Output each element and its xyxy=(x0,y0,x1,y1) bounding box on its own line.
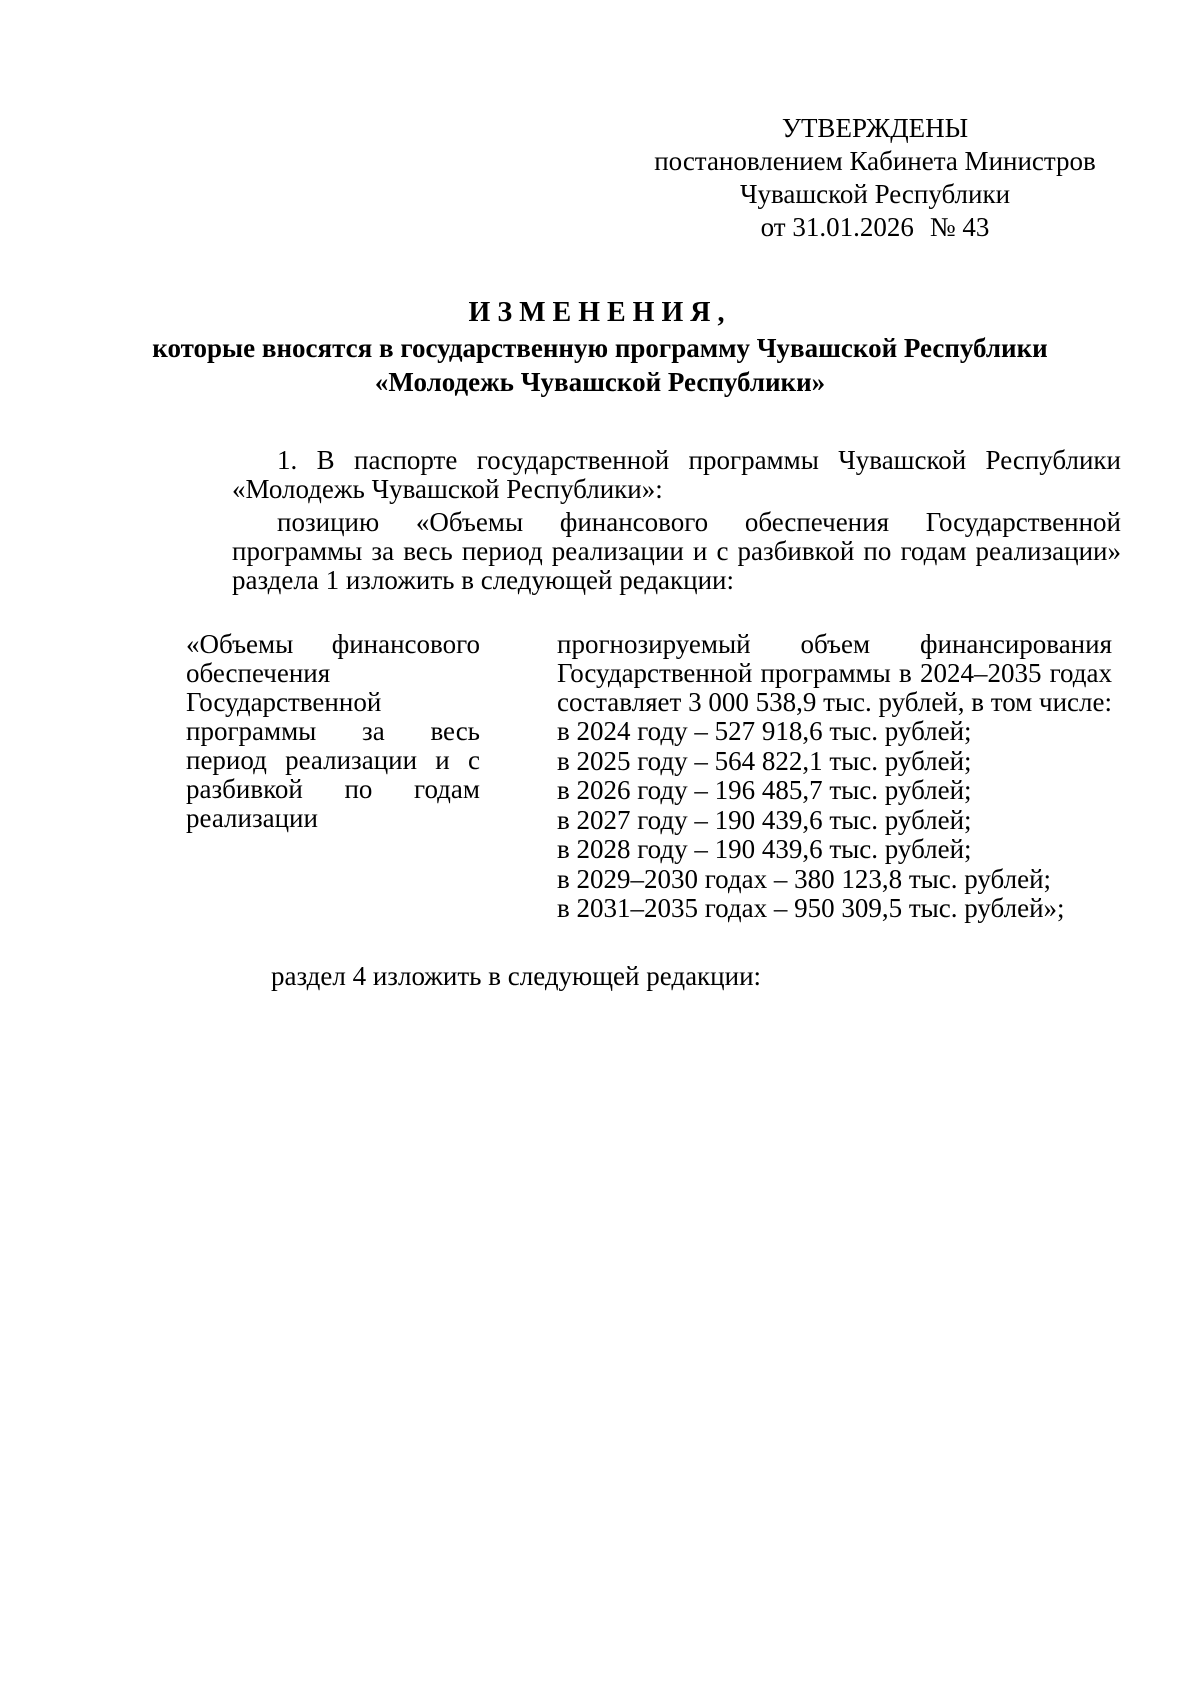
paragraph-2: позицию «Объемы финансового обеспечения Государственной программы за весь период реализации и с разбивкой по годам реализации» раздела 1 изложить в следующей редакции: xyxy=(232,507,1121,595)
approval-stamp xyxy=(640,112,1110,244)
funding-intro: прогнозируемый объем финансирования Государственной программы в 2024–2035 годах составляет 3 000 538,9 тыс. рублей, в том числе: xyxy=(557,629,1112,717)
funding-year-line: в 2031–2035 годах – 950 309,5 тыс. рублей»; xyxy=(557,893,1065,923)
funding-year-line: в 2028 году – 190 439,6 тыс. рублей; xyxy=(557,834,972,864)
funding-year-line: в 2024 году – 527 918,6 тыс. рублей; xyxy=(557,716,972,746)
approval-date: от 31.01.2026 xyxy=(760,212,914,242)
funding-year-line: в 2027 году – 190 439,6 тыс. рублей; xyxy=(557,804,972,835)
approval-number: № 43 xyxy=(929,212,990,242)
paragraph-1: 1. В паспорте государственной программы Чувашской Республики «Молодежь Чувашской Республики»: xyxy=(232,445,1121,504)
paragraph-3: раздел 4 изложить в следующей редакции: xyxy=(271,961,762,991)
title-subtitle-line2: «Молодежь Чувашской Республики» xyxy=(374,367,826,397)
funding-year-line: в 2029–2030 годах – 380 123,8 тыс. рублей; xyxy=(557,863,1052,894)
approval-date-line xyxy=(640,211,1110,244)
funding-year-line: в 2025 году – 564 822,1 тыс. рублей; xyxy=(557,745,972,776)
title-main: ИЗМЕНЕНИЯ, xyxy=(468,297,732,328)
passport-position-value xyxy=(557,630,1112,924)
approval-heading: УТВЕРЖДЕНЫ xyxy=(781,113,969,143)
approval-issuer: постановлением Кабинета Министров xyxy=(654,146,1096,176)
funding-year-line: в 2026 году – 196 485,7 тыс. рублей; xyxy=(557,775,972,805)
title-subtitle-line1: которые вносятся в государственную программу Чувашской Республики xyxy=(152,333,1048,363)
passport-position-label: «Объемы финансового обеспечения Государственной программы за весь период реализации и с разбивкой по годам реализации xyxy=(186,629,480,833)
document-title xyxy=(0,295,1200,399)
approval-region: Чувашской Республики xyxy=(739,179,1011,209)
